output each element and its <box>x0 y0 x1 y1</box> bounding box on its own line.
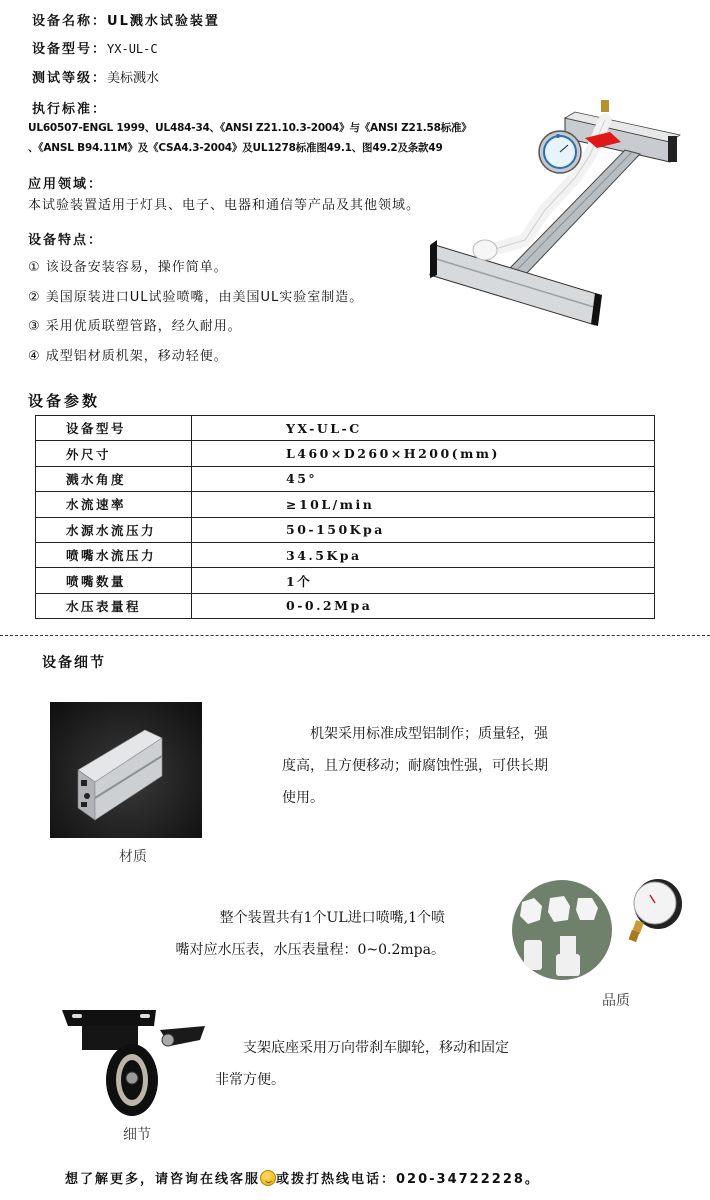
table-row <box>36 441 655 466</box>
test-grade-value: 美标溅水 <box>107 71 160 86</box>
detail-text-material <box>282 718 548 814</box>
detail-line: 非常方便。 <box>215 1072 285 1088</box>
standard-label: 执行标准： <box>32 102 108 117</box>
spec-key: 水压表量程 <box>36 593 192 618</box>
application-text: 本试验装置适用于灯具、电子、电器和通信等产品及其他领域。 <box>28 198 421 213</box>
spec-value: 50-150Kpa <box>192 517 655 542</box>
test-grade-row <box>32 67 159 86</box>
table-row <box>36 593 655 618</box>
details-title: 设备细节 <box>42 655 106 671</box>
table-row <box>36 517 655 542</box>
detail-line: 嘴对应水压表，水压表量程：0~0.2mpa。 <box>175 942 445 958</box>
table-row <box>36 492 655 517</box>
spec-title: 设备参数 <box>28 392 101 410</box>
caption-material: 材质 <box>119 849 147 865</box>
device-model-value: YX-UL-C <box>107 42 158 56</box>
spec-key: 水流速率 <box>36 492 192 517</box>
device-name-label: 设备名称： <box>32 14 108 29</box>
spec-value: YX-UL-C <box>192 416 655 441</box>
test-grade-label: 测试等级： <box>32 71 108 86</box>
product-image <box>425 90 710 340</box>
caption-detail: 细节 <box>123 1127 151 1143</box>
feature-item: ③ 采用优质联塑管路，经久耐用。 <box>28 319 242 334</box>
spec-key: 喷嘴数量 <box>36 568 192 593</box>
table-row <box>36 416 655 441</box>
standard-line-1: UL60507-ENGL 1999、UL484-34、《ANSI Z21.10.3-2004》与《ANSI Z21.58标准》 <box>28 122 472 134</box>
footer-text-after: 或拨打热线电话：020-34722228。 <box>276 1172 540 1187</box>
spec-table <box>35 415 655 619</box>
footer-text-before: 想了解更多，请咨询在线客服 <box>65 1172 261 1187</box>
feature-item: ② 美国原装进口UL试验喷嘴，由美国UL实验室制造。 <box>28 290 364 305</box>
spec-value: ≥10L/min <box>192 492 655 517</box>
device-model-row <box>32 38 158 57</box>
spec-key: 喷嘴水流压力 <box>36 542 192 567</box>
spec-value: L460×D260×H200(mm) <box>192 441 655 466</box>
application-label: 应用领域： <box>28 177 104 192</box>
detail-line: 使用。 <box>282 790 324 806</box>
pressure-gauge-image <box>626 877 686 947</box>
features-label: 设备特点： <box>28 233 104 248</box>
spec-key: 溅水角度 <box>36 466 192 491</box>
detail-text-quality <box>165 902 445 966</box>
device-model-label: 设备型号： <box>32 42 108 57</box>
spec-key: 水源水流压力 <box>36 517 192 542</box>
aluminum-profile-image <box>50 702 202 838</box>
caster-wheel-image <box>60 1008 210 1118</box>
detail-line: 机架采用标准成型铝制作；质量轻，强 <box>282 726 548 742</box>
spec-value: 0-0.2Mpa <box>192 593 655 618</box>
feature-item: ① 该设备安装容易，操作简单。 <box>28 260 228 275</box>
table-row <box>36 466 655 491</box>
spec-key: 设备型号 <box>36 416 192 441</box>
spec-value: 34.5Kpa <box>192 542 655 567</box>
detail-line: 度高，且方便移动；耐腐蚀性强，可供长期 <box>282 758 548 774</box>
section-divider <box>0 635 710 636</box>
contact-footer <box>65 1168 540 1187</box>
detail-line: 支架底座采用万向带刹车脚轮，移动和固定 <box>215 1040 509 1056</box>
feature-item: ④ 成型铝材质机架，移动轻便。 <box>28 349 228 364</box>
spec-key: 外尺寸 <box>36 441 192 466</box>
spec-value: 1个 <box>192 568 655 593</box>
table-row <box>36 542 655 567</box>
nozzle-parts-image <box>512 880 612 980</box>
caption-quality: 品质 <box>602 993 630 1009</box>
device-name-value: UL溅水试验装置 <box>107 14 220 29</box>
table-row <box>36 568 655 593</box>
detail-text-caster <box>215 1032 509 1096</box>
spec-value: 45° <box>192 466 655 491</box>
device-name-row <box>32 10 220 29</box>
detail-line: 整个装置共有1个UL进口喷嘴,1个喷 <box>219 910 445 926</box>
standard-line-2: 、《ANSL B94.11M》及《CSA4.3-2004》及UL1278标准图49.1、图49.2及条款49 <box>28 142 443 154</box>
smiley-icon[interactable] <box>260 1170 276 1186</box>
